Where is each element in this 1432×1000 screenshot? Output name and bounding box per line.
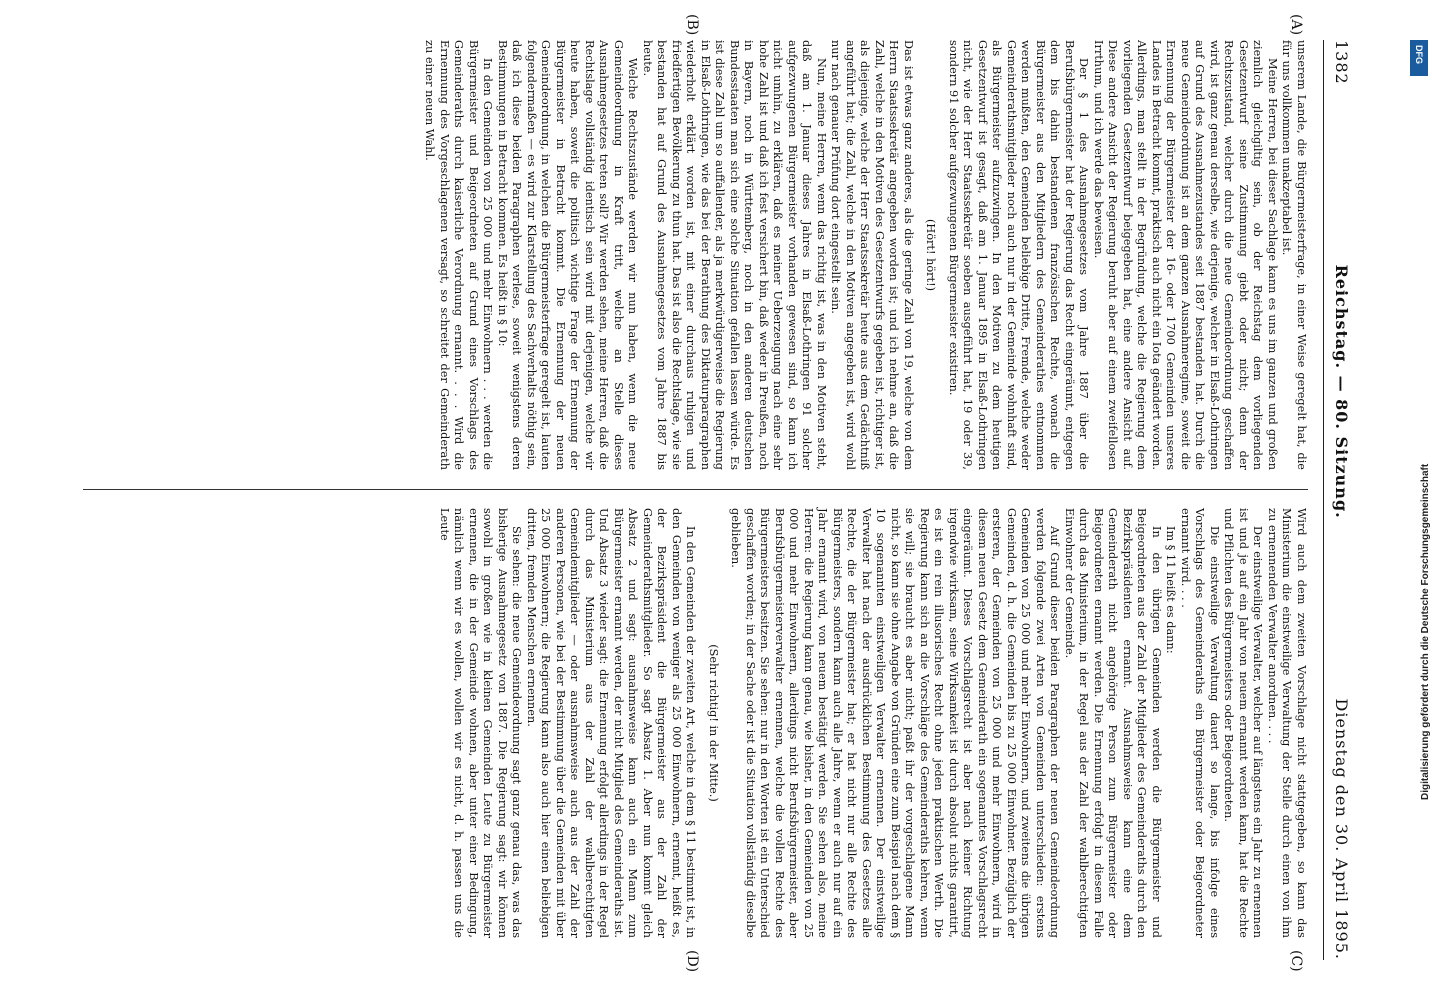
- quoted-paragraph: In den übrigen Gemeinden werden die Bürgermeister und Beigeordneten aus der Zahl der Mitglieder des Gemeinderaths durch den Bezirkspräsidenten ernannt. Ausnahmsweise kann eine dem Gemeinderath nicht angehörige Person zum Bürgermeister oder Beigeordneten ernannt werden. Die Ernennung erfolgt in diesem Falle durch das Ministerium, in der Regel aus der Zahl der wahlberechtigten Einwohner der Gemeinde.: [1063, 508, 1163, 938]
- paragraph: Meine Herren, bei dieser Sachlage kann es uns im ganzen und großen ziemlich gleichgiltig sein, ob der Reichstag dem vorliegenden Gesetzentwurf seine Zustimmung giebt oder nicht; denn der Rechtszustand, welcher durch die neue Gemeindeordnung geschaffen wird, ist ganz genau derselbe, wie derjenige, welcher in Elsaß-Lothringen auf Grund des Ausnahmezustandes seit 1887 bestanden hat. Durch die neue Gemeindeordnung ist an dem ganzen Ausnahmeregime, soweit die Ernennung der Bürgermeister der 16- oder 1700 Gemeinden unseres Landes in Betracht kommt, praktisch auch nicht ein Iota geändert worden. Allerdings, man stellt in der Begründung, welche die Regierung dem vorliegenden Gesetzentwurf beigegeben hat, eine andere Ansicht auf. Diese andere Ansicht der Regierung beruht aber auf einem zweifellosen Irrthum, und ich werde das beweisen.: [1092, 40, 1279, 470]
- margin-marker-d: (D): [684, 950, 700, 973]
- paragraph: Im § 11 heißt es dann:: [1164, 526, 1178, 654]
- session-date: Dienstag den 30. April 1895.: [1332, 698, 1352, 960]
- paragraph: Welche Rechtszustände werden wir nun haben, wenn die neue Gemeindeordnung in Kraft tritt, welche an Stelle dieses Ausnahmegesetzes treten soll? Wir werden sehen, meine Herren, daß die Rechtslage vollständig identisch sein wird mit derjenigen, welche wir heute haben, soweit die politisch wichtige Frage der Ernennung der Bürgermeister in Betracht kommt. Die Ernennung der neuen Gemeindeordnung, in welchen die Bürgermeisterfrage geregelt ist, lauten folgendermaßen — es wird zur Klarstellung des Sachverhalts nöthig sein, daß ich diese beiden Paragraphen verlese, soweit wenigstens deren Bestimmungen in Betracht kommen. Es heißt in § 10:: [496, 40, 640, 470]
- page-title: Reichstag. — 80. Sitzung.: [1332, 264, 1352, 519]
- paragraph: unserem Lande, die Bürgermeisterfrage, in einer Weise geregelt hat, die für uns vollkommen unakzeptabel ist.: [1280, 40, 1308, 470]
- margin-marker-c: (C): [1288, 950, 1304, 972]
- paragraph: In den Gemeinden der zweiten Art, welche in dem § 11 bestimmt ist, in den Gemeinden von weniger als 25 000 Einwohnern, ernennt, heißt es, der Bezirkspräsident die Bürgermeister aus der Zahl der Gemeinderathsmitglieder. So sagt Absatz 1. Aber nun kommt gleich Absatz 2 und sagt: ausnahmsweise kann auch ein Mann zum Bürgermeister ernannt werden, der nicht Mitglied des Gemeinderaths ist. Und Absatz 3 wieder sagt: die Ernennung erfolgt allerdings in der Regel durch das Ministerium aus der Zahl der wahlberechtigten Gemeindemitglieder — oder ausnahmsweise auch aus der Zahl der anderen Personen, wie bei der Bestimmung über die Gemeinden mit über 25 000 Einwohnern; die Regierung kann also auch hier einen beliebigen dritten, fremden Menschen ernennen.: [525, 508, 698, 938]
- page-number: 1382: [1332, 40, 1352, 85]
- right-column: [437, 508, 1309, 938]
- dfg-logo: DFG: [1410, 40, 1428, 76]
- paragraph: Der § 1 des Ausnahmegesetzes vom Jahre 1887 über die Berufsbürgermeister hat der Regierung das Recht eingeräumt, entgegen dem bis dahin bestandenen französischen Rechte, wonach die Bürgermeister aus den Mitgliedern des Gemeinderathes entnommen werden mußten, den Gemeinden beliebige Dritte, Fremde, welche weder Gemeinderathsmitglieder noch auch nur in der Gemeinde wohnhaft sind, als Bürgermeister aufzuzwingen. In den Motiven zu dem heutigen Gesetzentwurf ist gesagt, daß am 1. Januar 1895 in Elsaß-Lothringen nicht, wie der Herr Staatssekretär soeben ausgeführt hat, 19 oder 39, sondern 91 solcher aufgezwungenen Bürgermeister existiren.: [947, 40, 1091, 470]
- quoted-paragraph: In den Gemeinden von 25 000 und mehr Einwohnern . . . werden die Bürgermeister und Beigeordneten auf Grund eines Vorschlags des Gemeinderaths durch kaiserliche Verordnung ernannt. . . . Wird die Ernennung des Vorgeschlagenen versagt, so schreitet der Gemeinderath zu einer neuen Wahl.: [423, 40, 495, 470]
- credit-text: Digitalisierung gefördert durch die Deutsche Forschungsgemeinschaft: [1420, 463, 1431, 800]
- quoted-paragraph: Wird auch dem zweiten Vorschlage nicht stattgegeben, so kann das Ministerium die einstweilige Verwaltung der Stelle durch einen von ihm zu ernennenden Verwalter anordnen. . . .: [1266, 508, 1308, 938]
- paragraph: Das ist etwas ganz anderes, als die geringe Zahl von 19, welche von dem Herrn Staatssekretär angegeben worden ist; und ich nehme an, daß die Zahl, welche in den Motiven des Gesetzentwurfs gegeben ist, richtiger ist, als diejenige, welche der Herr Staatssekretär heute aus dem Gedächtniß angeführt hat; die Zahl, welche in den Motiven angegeben ist, wird wohl nur nach genauer Prüfung dort eingestellt sein.: [829, 40, 915, 470]
- page-header: [1323, 40, 1360, 960]
- left-column: [422, 40, 1308, 470]
- interjection: (Sehr richtig! in der Mitte.): [707, 644, 720, 802]
- margin-marker-b: (B): [684, 14, 700, 36]
- digitization-credit: [1408, 40, 1430, 800]
- paragraph: Auf Grund dieser beiden Paragraphen der neuen Gemeindeordnung werden folgende zwei Arten von Gemeinden unterschieden: erstens Gemeinden von 25 000 und mehr Einwohnern, und zweitens die übrigen Gemeinden, d. h. die Gemeinden bis zu 25 000 Einwohner. Bezüglich der ersteren, der Gemeinden von 25 000 und mehr Einwohnern, wird in diesem neuen Gesetz dem Gemeinderath ein sogenanntes Vorschlagsrecht eingeräumt. Dieses Vorschlagsrecht ist aber nach keiner Richtung irgendwie wirksam, seine Wirksamkeit ist durch absolut nichts garantirt, es ist ein rein illusorisches Recht ohne jeden praktischen Werth. Die Regierung kann sich an die Vorschläge des Gemeinderaths kehren, wenn sie will; sie braucht es aber nicht; paßt ihr der vorgeschlagene Mann nicht, so kann sie ohne Angabe von Gründen eine zum Beispiel nach dem § 10 sogenannten einstweiligen Verwalter ernennen. Der einstweilige Verwalter hat nach der ausdrücklichen Bestimmung des Gesetzes alle Rechte, die der Bürgermeister hat; er hat nicht nur alle Rechte des Bürgermeisters, sondern kann auch alle Jahre, wenn er auch nur auf ein Jahr ernannt wird, von neuem bestätigt werden. Sie sehen also, meine Herren: die Regierung kann genau, wie bisher, in den Gemeinden von 25 000 und mehr Einwohnern, allerdings nicht Berufsbürgermeister, aber Berufsbürgermeisterverwalter ernennen, welche die vollen Rechte des Bürgermeisters besitzen. Sie sehen: nur in den Worten ist ein Unterschied geschaffen worden; in der Sache oder ist die Situation vollständig dieselbe geblieben.: [729, 508, 1062, 938]
- quoted-paragraph: Die einstweilige Verwaltung dauert so lange, bis infolge eines Vorschlags des Gemeinderaths ein Bürgermeister oder Beigeordneter ernannt wird. . . .: [1179, 508, 1221, 938]
- column-divider: [83, 489, 1308, 490]
- paragraph: Nun, meine Herren, wenn das richtig ist, was in den Motiven steht, daß am 1. Januar dieses Jahres in Elsaß-Lothringen 91 solcher aufgezwungenen Bürgermeister vorhanden gewesen sind, so kann ich nicht umhin, zu erklären, daß es meiner Ueberzeugung nach eine sehr hohe Zahl ist und daß ich fest versichert bin, daß weder in Preußen, noch in Bayern, noch in Württemberg, noch in den anderen deutschen Bundesstaaten man sich eine solche Situation gefallen lassen würde. Es ist diese Zahl um so auffallender, als ja merkwürdigerweise die Regierung in Elsaß-Lothringen, wie das bei der Berathung des Diktaturparagraphen wiederholt erklärt worden ist, mit einer durchaus ruhigen und friedfertigen Bevölkerung zu thun hat. Das ist also die Rechtslage, wie sie bestanden hat auf Grund des Ausnahmegesetzes vom Jahre 1887 bis heute.: [641, 40, 828, 470]
- interjection: (Hört! hört!): [924, 218, 938, 292]
- quoted-paragraph: Der einstweilige Verwalter, welcher auf längstens ein Jahr zu ernennen ist und je auf ein Jahr von neuem ernannt werden kann, hat die Rechte und Pflichten des Bürgermeisters oder Beigeordneten.: [1222, 508, 1265, 938]
- margin-marker-a: (A): [1288, 14, 1304, 36]
- paragraph: Sie sehen: die neue Gemeindeordnung sagt ganz genau das, was das bisherige Ausnahmegesetz von 1887. Die Regierung sagt: wir können sowohl in großen wie in kleinen Gemeinden Leute zu Bürgermeister ernennen, die in der Gemeinde wohnen, aber unter einer Bedingung, nämlich wenn wir es wollen, wollen wir es nicht, d. h. passen uns die Leute: [438, 508, 524, 938]
